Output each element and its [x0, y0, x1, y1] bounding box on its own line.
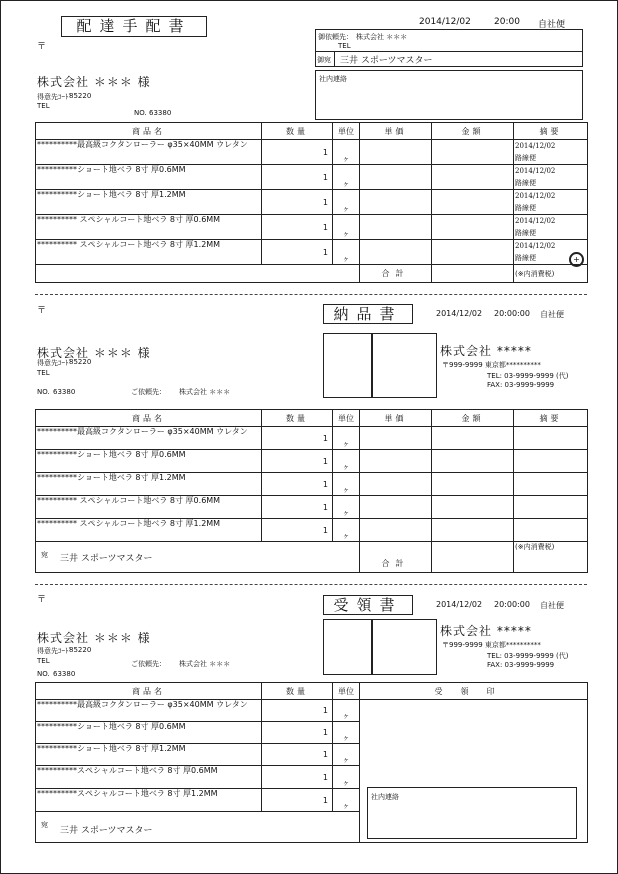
company-tel: TEL: 03-9999-9999 (代) — [487, 652, 569, 660]
delivery-method: 自社便 — [540, 601, 564, 610]
row-memo: 2014/12/02 路線便 — [514, 240, 588, 265]
row-qty: 1 — [262, 700, 333, 722]
header-product: 商品名 — [36, 683, 262, 700]
row-unit-price — [360, 140, 432, 165]
row-unit: ヶ — [333, 140, 360, 165]
header-qty: 数量 — [262, 683, 333, 700]
table-row — [36, 496, 588, 519]
company-name: 株式会社 ***** — [440, 624, 532, 638]
row-qty: 1 — [262, 190, 333, 215]
row-memo — [514, 496, 588, 519]
row-unit-price — [360, 450, 432, 473]
header-unit: 単位 — [333, 410, 360, 427]
row-product: **********スペシャルコート地ベラ 8寸 厚1.2MM — [36, 789, 262, 812]
seal-box-left — [323, 619, 373, 675]
row-unit-price — [360, 215, 432, 240]
requester-value: 株式会社 ＊＊＊ — [179, 660, 231, 668]
row-qty: 1 — [262, 240, 333, 265]
row-product: **********ショート地ベラ 8寸 厚0.6MM — [36, 165, 262, 190]
delivery-method: 自社便 — [538, 20, 566, 30]
seal-box-right — [371, 619, 437, 675]
total-row — [36, 265, 588, 283]
no-label: NO. — [134, 109, 147, 117]
row-unit-price — [360, 496, 432, 519]
table-row — [36, 700, 588, 722]
row-memo: 2014/12/02 路線便 — [514, 165, 588, 190]
total-amount — [432, 265, 514, 283]
row-amount — [432, 519, 514, 542]
row-product: **********ショート地ベラ 8寸 厚1.2MM — [36, 473, 262, 496]
postal-mark: 〒 — [37, 42, 47, 52]
delivery-note-table — [35, 409, 588, 573]
row-unit: ヶ — [333, 766, 360, 789]
row-qty: 1 — [262, 722, 333, 744]
requester-value: 株式会社 ＊＊＊ — [179, 388, 231, 396]
customer-code: 85220 — [69, 646, 92, 654]
row-amount — [432, 450, 514, 473]
row-qty: 1 — [262, 450, 333, 473]
postal-mark: 〒 — [37, 306, 47, 316]
customer-code-label: 得意先ｺｰﾄﾞ — [37, 93, 72, 101]
total-label: 合計 — [360, 265, 432, 283]
cut-line — [35, 584, 587, 585]
postal-mark: 〒 — [37, 595, 47, 605]
row-qty: 1 — [262, 766, 333, 789]
company-tel: TEL: 03-9999-9999 (代) — [487, 372, 569, 380]
row-unit-price — [360, 190, 432, 215]
company-name: 株式会社 ***** — [440, 344, 532, 358]
table-row — [36, 473, 588, 496]
customer-code-label: 得意先ｺｰﾄﾞ — [37, 647, 72, 655]
company-fax: FAX: 03-9999-9999 — [487, 661, 555, 669]
requester-label: ご依頼先： — [131, 660, 166, 668]
row-product: ********** スペシャルコート地ベラ 8寸 厚1.2MM — [36, 519, 262, 542]
customer-name: 株式会社 ＊＊＊ 様 — [37, 75, 151, 89]
row-memo — [514, 473, 588, 496]
row-product: ********** スペシャルコート地ベラ 8寸 厚0.6MM — [36, 215, 262, 240]
header-product: 商品名 — [36, 410, 262, 427]
issue-time: 20:00 — [494, 17, 520, 27]
internal-note-box — [315, 70, 583, 120]
receipt-title: 受領書 — [323, 595, 413, 615]
row-product: **********スペシャルコート地ベラ 8寸 厚0.6MM — [36, 766, 262, 789]
table-row — [36, 140, 588, 165]
receipt-table — [35, 682, 588, 843]
issue-date: 2014/12/02 — [436, 309, 483, 318]
internal-note-label: 社内連絡 — [319, 75, 347, 83]
row-unit: ヶ — [333, 496, 360, 519]
row-product: **********ショート地ベラ 8寸 厚1.2MM — [36, 744, 262, 766]
row-unit: ヶ — [333, 240, 360, 265]
company-fax: FAX: 03-9999-9999 — [487, 381, 555, 389]
company-address: 〒999-9999 東京都********** — [442, 361, 541, 369]
header-unit: 単位 — [333, 123, 360, 140]
row-unit: ヶ — [333, 722, 360, 744]
row-unit-price — [360, 473, 432, 496]
total-blank — [36, 265, 360, 283]
row-product: **********ショート地ベラ 8寸 厚1.2MM — [36, 190, 262, 215]
row-amount — [432, 140, 514, 165]
cut-line — [35, 294, 587, 295]
header-product: 商品名 — [36, 123, 262, 140]
internal-note-box — [367, 787, 577, 839]
no-label: NO. — [37, 670, 50, 678]
issue-time: 20:00:00 — [494, 600, 530, 609]
row-unit: ヶ — [333, 450, 360, 473]
zoom-in-icon[interactable]: + — [569, 252, 584, 267]
row-qty: 1 — [262, 473, 333, 496]
row-amount — [432, 215, 514, 240]
row-unit: ヶ — [333, 190, 360, 215]
row-qty: 1 — [262, 427, 333, 450]
table-row — [36, 427, 588, 450]
row-qty: 1 — [262, 789, 333, 812]
row-qty: 1 — [262, 140, 333, 165]
row-unit: ヶ — [333, 215, 360, 240]
delivery-method: 自社便 — [540, 310, 564, 319]
header-amount: 金額 — [432, 123, 514, 140]
row-unit: ヶ — [333, 700, 360, 722]
row-product: **********ショート地ベラ 8寸 厚0.6MM — [36, 722, 262, 744]
total-amount — [432, 542, 514, 573]
requester-tel-label: TEL — [338, 42, 351, 50]
tax-note: (※内消費税) — [514, 265, 588, 283]
internal-note-label: 社内連絡 — [371, 793, 399, 801]
row-memo: 2014/12/02 路線便 — [514, 215, 588, 240]
row-amount — [432, 240, 514, 265]
row-amount — [432, 473, 514, 496]
recipient-cell: 宛$_{三井 スポーツマスター}$ — [36, 812, 360, 843]
requester-label: ご依頼先： — [131, 388, 166, 396]
row-product: **********最高級コクタンローラー φ35×40MM ウレタン — [36, 427, 262, 450]
row-qty: 1 — [262, 744, 333, 766]
no-value: 63380 — [53, 388, 76, 396]
header-memo: 摘要 — [514, 123, 588, 140]
requester-value: 株式会社 ＊＊＊ — [356, 33, 408, 41]
no-value: 63380 — [53, 670, 76, 678]
row-unit: ヶ — [333, 473, 360, 496]
header-qty: 数量 — [262, 410, 333, 427]
seal-box-left — [323, 333, 373, 398]
row-qty: 1 — [262, 215, 333, 240]
no-value: 63380 — [149, 109, 172, 117]
header-qty: 数量 — [262, 123, 333, 140]
company-address: 〒999-9999 東京都********** — [442, 641, 541, 649]
header-unit-price: 単価 — [360, 410, 432, 427]
delivery-instruction-title: 配達手配書 — [61, 16, 207, 37]
seal-box-right — [371, 333, 437, 398]
row-memo — [514, 519, 588, 542]
row-product: ********** スペシャルコート地ベラ 8寸 厚1.2MM — [36, 240, 262, 265]
total-row — [36, 542, 588, 573]
row-product: **********最高級コクタンローラー φ35×40MM ウレタン — [36, 700, 262, 722]
table-row — [36, 519, 588, 542]
row-memo: 2014/12/02 路線便 — [514, 190, 588, 215]
issue-date: 2014/12/02 — [436, 600, 483, 609]
row-memo: 2014/12/02 路線便 — [514, 140, 588, 165]
row-unit: ヶ — [333, 519, 360, 542]
recipient-label: 御宛 — [317, 56, 331, 64]
tel-label: TEL — [37, 102, 50, 110]
row-product: **********ショート地ベラ 8寸 厚0.6MM — [36, 450, 262, 473]
row-amount — [432, 427, 514, 450]
delivery-instruction-table — [35, 122, 588, 283]
table-row — [36, 190, 588, 215]
table-row — [36, 450, 588, 473]
issue-date: 2014/12/02 — [419, 17, 471, 27]
row-qty: 1 — [262, 496, 333, 519]
row-qty: 1 — [262, 519, 333, 542]
row-unit: ヶ — [333, 165, 360, 190]
tel-label: TEL — [37, 369, 50, 377]
tel-label: TEL — [37, 657, 50, 665]
header-receipt-seal: 受領印 — [360, 683, 588, 700]
header-unit: 単位 — [333, 683, 360, 700]
customer-code-label: 得意先ｺｰﾄﾞ — [37, 359, 72, 367]
recipient-value: 三井 スポーツマスター — [340, 56, 433, 66]
customer-name: 株式会社 ＊＊＊ 様 — [37, 346, 151, 360]
row-amount — [432, 496, 514, 519]
row-unit-price — [360, 427, 432, 450]
receipt-seal-area — [360, 700, 588, 843]
row-amount — [432, 190, 514, 215]
row-qty: 1 — [262, 165, 333, 190]
header-memo: 摘要 — [514, 410, 588, 427]
row-memo — [514, 450, 588, 473]
delivery-note-title: 納品書 — [323, 304, 413, 324]
customer-code: 85220 — [69, 358, 92, 366]
tax-note: (※内消費税) — [514, 542, 588, 573]
no-label: NO. — [37, 388, 50, 396]
total-label: 合計 — [360, 542, 432, 573]
header-amount: 金額 — [432, 410, 514, 427]
table-row — [36, 240, 588, 265]
row-unit-price — [360, 240, 432, 265]
row-memo — [514, 427, 588, 450]
row-product: **********最高級コクタンローラー φ35×40MM ウレタン — [36, 140, 262, 165]
customer-code: 85220 — [69, 92, 92, 100]
row-unit-price — [360, 165, 432, 190]
row-amount — [432, 165, 514, 190]
requester-label: 御依頼先： — [318, 33, 353, 41]
row-product: ********** スペシャルコート地ベラ 8寸 厚0.6MM — [36, 496, 262, 519]
table-row — [36, 215, 588, 240]
issue-time: 20:00:00 — [494, 309, 530, 318]
row-unit: ヶ — [333, 427, 360, 450]
recipient-cell: 宛 $_{三井 スポーツマスター}$ — [36, 542, 360, 573]
table-row — [36, 165, 588, 190]
row-unit: ヶ — [333, 789, 360, 812]
row-unit: ヶ — [333, 744, 360, 766]
customer-name: 株式会社 ＊＊＊ 様 — [37, 631, 151, 645]
row-unit-price — [360, 519, 432, 542]
header-unit-price: 単価 — [360, 123, 432, 140]
